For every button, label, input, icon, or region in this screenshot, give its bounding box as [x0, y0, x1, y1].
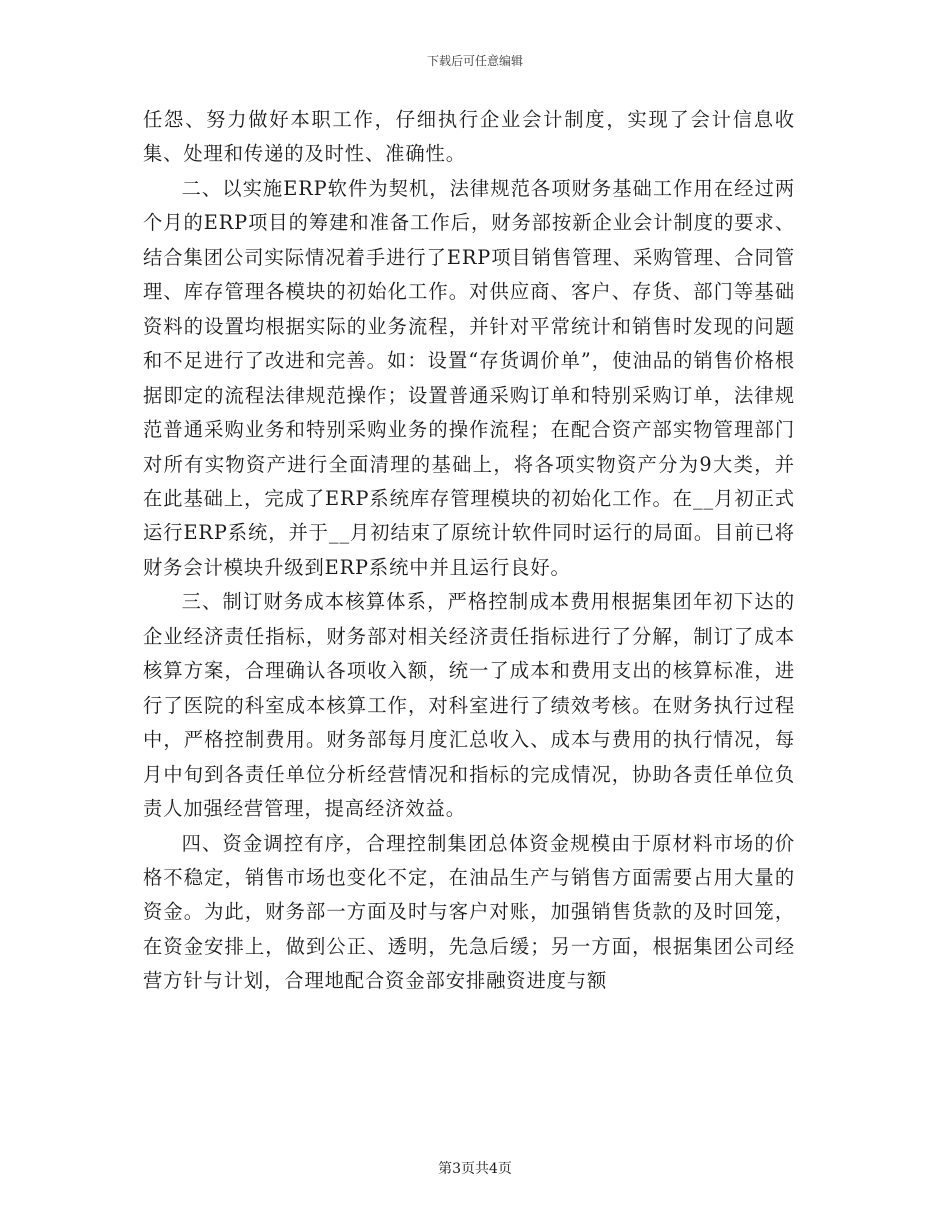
document-body: [143, 103, 795, 999]
paragraph-erp-implementation: 二、以实施ERP软件为契机，法律规范各项财务基础工作用在经过两个月的ERP项目的筹建和准备工作后，财务部按新企业会计制度的要求、结合集团公司实际情况着手进行了ERP项目销售管理、采购管理、合同管理、库存管理各模块的初始化工作。对供应商、客户、存货、部门等基础资料的设置均根据实际的业务流程，并针对平常统计和销售时发现的问题和不足进行了改进和完善。如：设置“存货调价单”，使油品的销售价格根据即定的流程法律规范操作；设置普通采购订单和特别采购订单，法律规范普通采购业务和特别采购业务的操作流程；在配合资产部实物管理部门对所有实物资产进行全面清理的基础上，将各项实物资产分为9大类，并在此基础上，完成了ERP系统库存管理模块的初始化工作。在__月初正式运行ERP系统，并于__月初结束了原统计软件同时运行的局面。目前已将财务会计模块升级到ERP系统中并且运行良好。: [143, 176, 795, 579]
paragraph-cost-accounting: 三、制订财务成本核算体系，严格控制成本费用根据集团年初下达的企业经济责任指标，财务部对相关经济责任指标进行了分解，制订了成本核算方案，合理确认各项收入额，统一了成本和费用支出的核算标准，进行了医院的科室成本核算工作，对科室进行了绩效考核。在财务执行过程中，严格控制费用。财务部每月度汇总收入、成本与费用的执行情况，每月中旬到各责任单位分析经营情况和指标的完成情况，协助各责任单位负责人加强经营管理，提高经济效益。: [143, 590, 795, 821]
page-number-footer: 第3页共4页: [438, 1161, 512, 1177]
page-header: 下载后可任意编辑: [426, 54, 523, 68]
paragraph-fund-control: 四、资金调控有序，合理控制集团总体资金规模由于原材料市场的价格不稳定，销售市场也变化不定，在油品生产与销售方面需要占用大量的资金。为此，财务部一方面及时与客户对账，加强销售货款的及时回笼，在资金安排上，做到公正、透明，先急后缓；另一方面，根据集团公司经营方针与计划，合理地配合资金部安排融资进度与额: [143, 831, 795, 993]
paragraph-continuation: 任怨、努力做好本职工作，仔细执行企业会计制度，实现了会计信息收集、处理和传递的及时性、准确性。: [143, 108, 795, 166]
